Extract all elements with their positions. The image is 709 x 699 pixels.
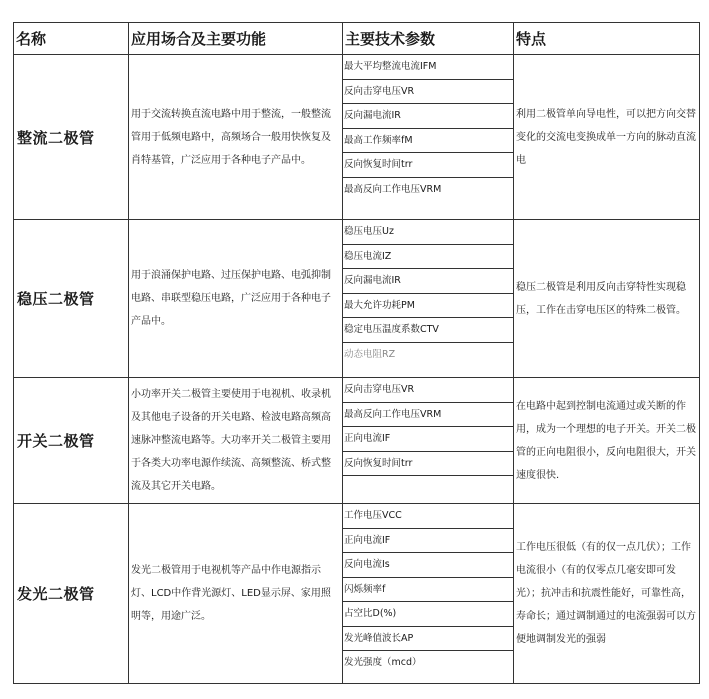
param-list [343,378,513,476]
feature-text: 稳压二极管是利用反向击穿特性实现稳压，工作在击穿电压区的特殊二极管。 [514,220,700,378]
application-text: 小功率开关二极管主要使用于电视机、收录机及其他电子设备的开关电路、检波电路高频高速脉冲整流电路等。大功率开关二极管主要用于各类大功率电源作续流、高频整流、桥式整流及其它开关电路。 [129,378,343,504]
header-application: 应用场合及主要功能 [129,23,343,55]
table-row [14,378,700,504]
param-item: 稳压电流IZ [343,245,513,270]
table-row [14,504,700,684]
param-item: 正向电流IF [343,427,513,452]
param-item: 发光峰值波长AP [343,627,513,652]
table-row [14,220,700,378]
diode-name: 发光二极管 [14,504,129,684]
param-item: 最高反向工作电压VRM [343,403,513,428]
param-item: 反向电流Is [343,553,513,578]
param-item: 工作电压VCC [343,504,513,529]
param-item: 占空比D(%) [343,602,513,627]
param-item: 动态电阻RZ [344,348,396,360]
feature-text: 在电路中起到控制电流通过或关断的作用，成为一个理想的电子开关。开关二极管的正向电阻很小，反向电阻很大，开关速度很快. [514,378,700,504]
param-cell [343,220,514,378]
param-item: 最大平均整流电流IFM [343,55,513,80]
param-item: 最高反向工作电压VRM [344,183,442,195]
table-row [14,55,700,220]
feature-text: 工作电压很低（有的仅一点几伏）；工作电流很小（有的仅零点几毫安即可发光）；抗冲击和抗震性能好，可靠性高，寿命长；通过调制通过的电流强弱可以方便地调制发光的强弱 [514,504,700,684]
header-params: 主要技术参数 [343,23,514,55]
diode-name: 整流二极管 [14,55,129,220]
param-item: 发光强度（mcd） [344,657,422,668]
param-item: 最高工作频率fM [343,129,513,154]
application-text: 用于交流转换直流电路中用于整流，一般整流管用于低频电路中，高频场合一般用快恢复及肖特基管，广泛应用于各种电子产品中。 [129,55,343,220]
header-row [14,23,700,55]
param-list [343,55,513,201]
param-cell [343,378,514,504]
param-item: 反向击穿电压VR [343,80,513,105]
feature-text: 利用二极管单向导电性，可以把方向交替变化的交流电变换成单一方向的脉动直流电 [514,55,700,220]
application-text: 发光二极管用于电视机等产品中作电源指示灯、LCD中作背光源灯、LED显示屏、家用照明等，用途广泛。 [129,504,343,684]
diode-name: 稳压二极管 [14,220,129,378]
param-item: 反向恢复时间trr [343,452,514,477]
param-item: 反向漏电流IR [343,269,513,294]
param-item: 最大允许功耗PM [343,294,513,319]
param-item: 稳定电压温度系数CTV [343,318,513,343]
application-text: 用于浪涌保护电路、过压保护电路、电弧抑制电路、串联型稳压电路，广泛应用于各种电子产品中。 [129,220,343,378]
header-features: 特点 [514,23,700,55]
diode-comparison-table [13,22,700,684]
param-item: 反向漏电流IR [343,104,513,129]
param-list [343,220,513,366]
param-item: 反向恢复时间trr [343,153,513,178]
param-list [343,504,513,675]
param-cell [343,504,514,684]
param-item: 稳压电压Uz [343,220,513,245]
diode-name: 开关二极管 [14,378,129,504]
param-item: 闪烁频率f [343,578,513,603]
header-name: 名称 [14,23,129,55]
param-item: 反向击穿电压VR [343,378,513,403]
param-cell [343,55,514,220]
param-item: 正向电流IF [343,529,513,554]
